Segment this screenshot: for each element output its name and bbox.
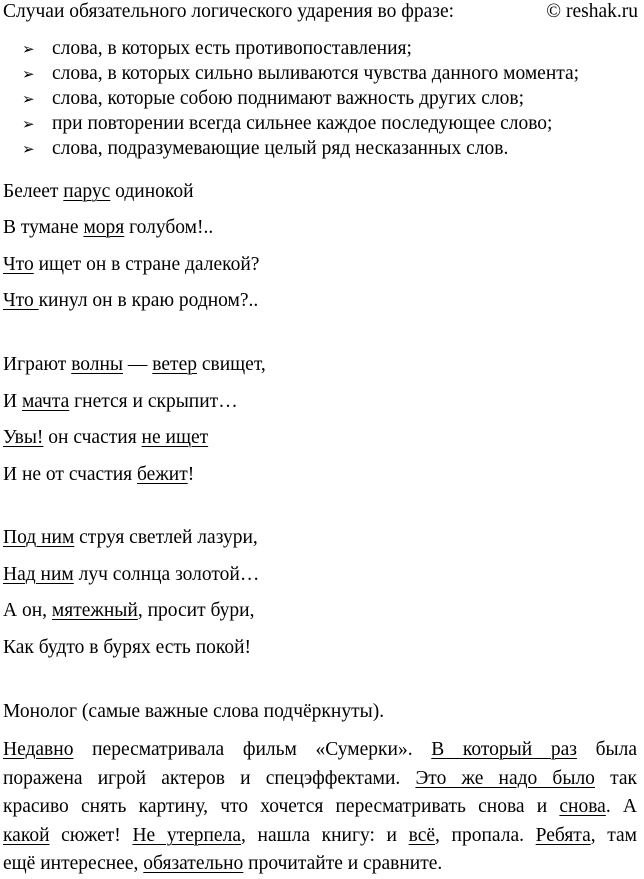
stressed-word: Не утерпела [132,824,241,846]
monolog-row: ещё интереснее, обязательно прочитайте и сравните. [3,853,443,875]
rule-item [22,37,412,61]
stressed-word: Недавно [3,739,74,760]
stressed-word: Что [3,290,39,311]
poem-line: В тумане моря голубом!.. [3,217,214,238]
stressed-word: мятежный [51,600,138,621]
arrow-bullet-icon: ➢ [22,115,35,133]
poem-line: Играют волны — ветер свищет, [3,354,266,375]
rule-text: слова, которые собою поднимают важность других слов; [52,88,525,109]
stressed-word: ветер [152,354,197,375]
stressed-word: Под ним [3,527,75,548]
poem-line: Как будто в бурях есть покой! [3,637,252,658]
rule-text: при повторении всегда сильнее каждое последующее слово; [52,113,553,134]
rule-item [22,137,508,161]
stressed-word: снова [559,796,606,818]
stressed-word: В который раз [431,739,577,760]
poem-line: Над ним луч солнца золотой… [3,564,260,585]
stressed-word: парус [63,181,111,202]
stressed-word: Над ним [3,564,74,585]
arrow-bullet-icon: ➢ [22,90,35,108]
monolog-paragraph [3,736,637,879]
stressed-word: всё [408,824,436,846]
poem-line: Под ним струя светлей лазури, [3,527,258,548]
watermark: © reshak.ru [546,1,638,22]
stressed-word: Это же надо было [415,767,595,789]
stressed-word: Увы! [3,427,44,448]
poem-line: Что кинул он в краю родном?.. [3,290,259,311]
monolog-row: Недавно пересматривала фильм «Сумерки». В который раз была [3,739,637,760]
stressed-word: Ребята [535,824,591,846]
rule-item [22,112,552,136]
poem-line: Белеет парус одинокой [3,181,194,202]
rule-text: слова, в которых сильно выливаются чувства данного момента; [52,63,580,84]
rule-item [22,62,579,86]
poem-line: Что ищет он в стране далекой? [3,254,260,275]
monolog-title: Монолог (самые важные слова подчёркнуты). [3,701,385,722]
rule-text: слова, подразумевающие целый ряд несказанных слов. [52,138,509,159]
stressed-word: волны [71,354,124,375]
stressed-word: какой [3,824,50,846]
arrow-bullet-icon: ➢ [22,65,35,83]
arrow-bullet-icon: ➢ [22,40,35,58]
poem-line: А он, мятежный, просит бури, [3,600,255,621]
rule-text: слова, в которых есть противопоставления; [52,38,412,59]
rule-item [22,87,524,111]
monolog-row: поражена игрой актеров и спецэффектами. Это же надо было так [3,767,637,789]
poem-line: И не от счастия бежит! [3,464,195,485]
stressed-word: мачта [21,391,70,412]
poem-line: Увы! он счастия не ищет [3,427,209,448]
monolog-row: красиво снять картину, что хочется пересматривать снова и снова. А [3,796,637,818]
stressed-word: моря [83,217,125,238]
stressed-word: бежит [137,464,188,485]
poem-line: И мачта гнется и скрыпит… [3,391,238,412]
stressed-word: не ищет [141,427,209,448]
arrow-bullet-icon: ➢ [22,140,35,158]
monolog-row: какой сюжет! Не утерпела, нашла книгу: и всё, пропала. Ребята, там [3,824,638,846]
stressed-word: Что [3,254,34,275]
stressed-word: обязательно [143,853,244,875]
page-heading: Случаи обязательного логического ударения во фразе: [3,1,455,22]
